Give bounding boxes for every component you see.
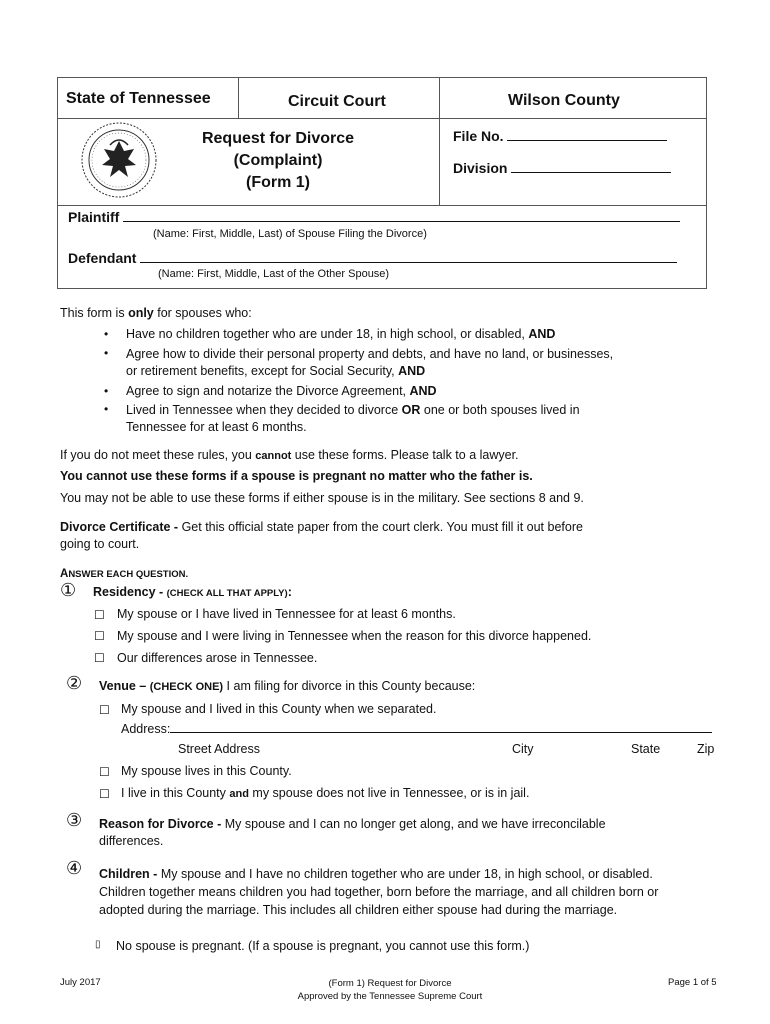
- emphasis: OR: [401, 403, 421, 417]
- address-blank[interactable]: [170, 732, 712, 733]
- text: one or both spouses lived in: [420, 403, 580, 417]
- emphasis: (CHECK ONE): [149, 681, 224, 693]
- venue-option: My spouse lives in this County.: [121, 764, 292, 778]
- division-label: Division: [453, 160, 508, 176]
- bullet-icon: •: [104, 402, 109, 416]
- address-label: Address:: [121, 722, 171, 736]
- bullet-icon: •: [104, 346, 109, 360]
- divider: [238, 78, 239, 118]
- emphasis: AND: [528, 327, 556, 341]
- file-number-label: File No.: [453, 128, 504, 144]
- page-number: Page 1 of 5: [668, 977, 717, 988]
- checkbox-icon[interactable]: ☐: [99, 703, 110, 717]
- plaintiff-blank[interactable]: [123, 221, 680, 222]
- emphasis: Venue –: [99, 679, 150, 693]
- tennessee-seal-icon: [80, 121, 158, 199]
- checkbox-icon[interactable]: ☐: [94, 608, 105, 622]
- footer-approval: Approved by the Tennessee Supreme Court: [297, 991, 483, 1002]
- residency-option: Our differences arose in Tennessee.: [117, 651, 318, 665]
- footer-center: [270, 977, 510, 1003]
- emphasis: Reason for Divorce -: [99, 817, 225, 831]
- text: Tennessee for at least 6 months.: [126, 420, 307, 434]
- text: or retirement benefits, except for Social Security,: [126, 364, 399, 378]
- emphasis: AND: [409, 384, 437, 398]
- zip-caption: Zip: [697, 742, 715, 756]
- address-field[interactable]: [121, 722, 712, 736]
- form-title: [188, 128, 368, 194]
- street-caption: Street Address: [178, 742, 260, 756]
- text: If you do not meet these rules, you: [60, 448, 256, 462]
- emphasis: and: [229, 788, 249, 800]
- eligibility-item: [126, 327, 555, 341]
- state-caption: State: [631, 742, 661, 756]
- emphasis: Children -: [99, 867, 161, 881]
- text: Get this official state paper from the court clerk. You must fill it out before: [181, 520, 583, 534]
- emphasis: AND: [398, 364, 426, 378]
- pregnancy-warning: You cannot use these forms if a spouse is pregnant no matter who the father is.: [60, 469, 533, 483]
- children-section: [99, 865, 658, 919]
- bullet-icon: •: [104, 327, 109, 341]
- divider: [58, 205, 706, 206]
- county-name: Wilson County: [508, 92, 620, 109]
- pregnancy-statement: No spouse is pregnant. (If a spouse is pregnant, you cannot use this form.): [116, 939, 530, 953]
- venue-option: [121, 786, 529, 800]
- emphasis: Divorce Certificate -: [60, 520, 182, 534]
- file-number-field[interactable]: [453, 128, 667, 144]
- checkbox-icon[interactable]: ☐: [99, 765, 110, 779]
- number-one-icon: ①: [60, 580, 77, 600]
- text: Residency -: [93, 585, 167, 599]
- text: use these forms. Please talk to a lawyer.: [291, 448, 519, 462]
- case-header-box: [57, 77, 707, 289]
- text: Agree to sign and notarize the Divorce Agreement,: [126, 384, 410, 398]
- text: going to court.: [60, 537, 140, 551]
- text: NSWER EACH QUESTION.: [68, 569, 189, 580]
- defendant-field[interactable]: [68, 250, 677, 266]
- reason-section: [99, 816, 606, 850]
- text: I am filing for divorce in this County because:: [223, 679, 476, 693]
- form-title-line: (Complaint): [233, 152, 323, 169]
- form-title-line: Request for Divorce: [201, 130, 355, 147]
- residency-heading: [93, 585, 292, 599]
- checkbox-icon[interactable]: ☐: [94, 651, 105, 665]
- venue-option: My spouse and I lived in this County when we separated.: [121, 702, 437, 716]
- court-name: Circuit Court: [288, 93, 386, 110]
- checkbox-icon[interactable]: ☐: [94, 629, 105, 643]
- text: adopted during the marriage. This includes all children either spouse had during the marriage.: [99, 903, 618, 917]
- plaintiff-label: Plaintiff: [68, 209, 120, 225]
- divider: [439, 78, 440, 205]
- defendant-blank[interactable]: [140, 262, 677, 263]
- eligibility-item: [126, 346, 613, 380]
- venue-heading: [99, 679, 475, 693]
- number-three-icon: ③: [66, 810, 83, 830]
- division-field[interactable]: [453, 160, 671, 176]
- text: for spouses who:: [153, 306, 252, 320]
- text: My spouse and I can no longer get along, and we have irreconcilable: [224, 817, 606, 831]
- defendant-label: Defendant: [68, 250, 137, 266]
- text: Agree how to divide their personal property and debts, and have no land, or businesses,: [126, 347, 614, 361]
- file-number-blank[interactable]: [507, 140, 667, 141]
- text: my spouse does not live in Tennessee, or is in jail.: [248, 786, 530, 800]
- rules-notice: [60, 448, 519, 462]
- form-title-line: (Form 1): [246, 174, 310, 191]
- footer-date: July 2017: [60, 977, 101, 988]
- plaintiff-field[interactable]: [68, 209, 680, 225]
- divider: [58, 118, 706, 119]
- defendant-hint: (Name: First, Middle, Last of the Other Spouse): [158, 268, 390, 280]
- text: My spouse and I have no children together who are under 18, in high school, or disabled.: [160, 867, 653, 881]
- state-name: State of Tennessee: [66, 90, 211, 107]
- text: :: [287, 585, 292, 599]
- eligibility-intro: [60, 306, 252, 320]
- division-blank[interactable]: [511, 172, 671, 173]
- text: Lived in Tennessee when they decided to divorce: [126, 403, 402, 417]
- eligibility-item: [126, 384, 437, 398]
- text: (CHECK ALL THAT APPLY): [166, 588, 288, 599]
- military-notice: You may not be able to use these forms if either spouse is in the military. See sections 8 and 9.: [60, 491, 584, 505]
- checkbox-icon[interactable]: ▯: [95, 939, 101, 950]
- text: differences.: [99, 834, 164, 848]
- text: Have no children together who are under 18, in high school, or disabled,: [126, 327, 529, 341]
- number-four-icon: ④: [66, 858, 83, 878]
- footer-form-name: (Form 1) Request for Divorce: [328, 978, 452, 989]
- plaintiff-hint: (Name: First, Middle, Last) of Spouse Filing the Divorce): [153, 228, 427, 240]
- divorce-certificate-note: [60, 519, 583, 553]
- bullet-icon: •: [104, 384, 109, 398]
- text: Children together means children you had together, born before the marriage, and all children born or: [99, 885, 659, 899]
- text: A: [60, 568, 69, 580]
- text: This form is: [60, 306, 129, 320]
- checkbox-icon[interactable]: ☐: [99, 787, 110, 801]
- answer-each-question: [60, 564, 188, 582]
- emphasis: only: [128, 306, 154, 320]
- city-caption: City: [512, 742, 534, 756]
- number-two-icon: ②: [66, 673, 83, 693]
- residency-option: My spouse or I have lived in Tennessee for at least 6 months.: [117, 607, 456, 621]
- emphasis: cannot: [255, 450, 292, 462]
- residency-option: My spouse and I were living in Tennessee when the reason for this divorce happened.: [117, 629, 592, 643]
- text: I live in this County: [121, 786, 230, 800]
- eligibility-item: [126, 402, 580, 436]
